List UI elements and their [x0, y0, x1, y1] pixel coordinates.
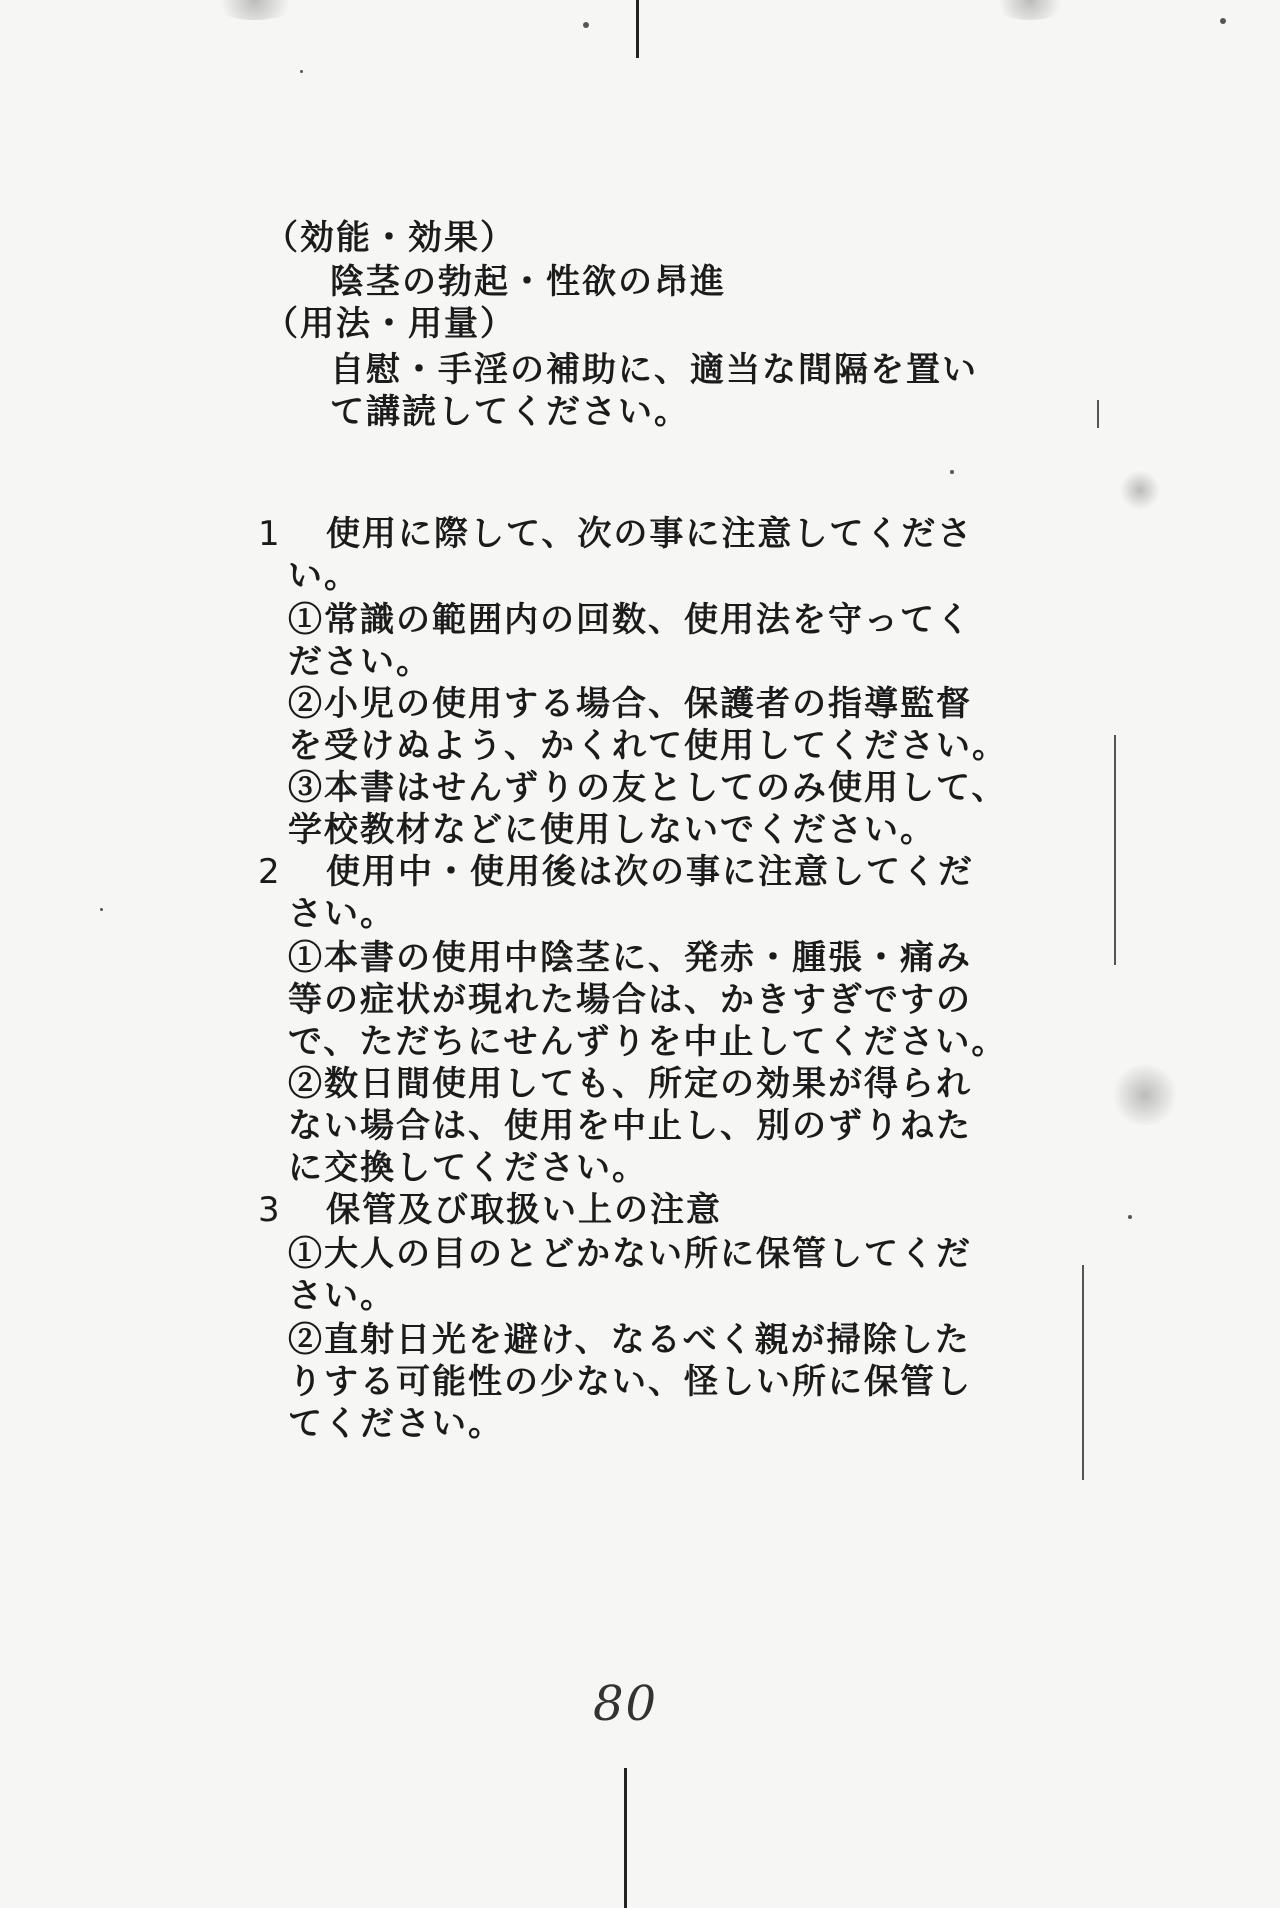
- section-3-item-2-line: てください。: [288, 1404, 504, 1444]
- right-smudge-1: [1110, 1065, 1180, 1125]
- section-1-item-1-line: ①常識の範囲内の回数、使用法を守ってく: [288, 600, 972, 640]
- page-number: 80: [593, 1676, 659, 1732]
- section-3-item-2-line: りする可能性の少ない、怪しい所に保管し: [288, 1362, 972, 1402]
- right-margin-line-small: [1097, 400, 1099, 428]
- section-3-item-1-line: さい。: [288, 1276, 396, 1316]
- bottom-binding-line: [624, 1768, 627, 1908]
- section-1-item-3-line: ③本書はせんずりの友としてのみ使用して、: [288, 768, 1008, 808]
- section-2-item-1-line: ①本書の使用中陰茎に、発赤・腫張・痛み: [288, 938, 972, 978]
- top-binding-line: [636, 0, 639, 58]
- right-margin-line-lower: [1082, 1265, 1084, 1480]
- speck: [1128, 1215, 1132, 1219]
- section-1-item-3-line: 学校教材などに使用しないでください。: [288, 810, 936, 850]
- section-1-item-1-line: ださい。: [288, 642, 432, 682]
- section-2-item-1-line: で、ただちにせんずりを中止してください。: [288, 1022, 1008, 1062]
- section-2-title-line: 使用中・使用後は次の事に注意してくだ: [326, 852, 974, 892]
- section-2-title-line: さい。: [288, 894, 396, 934]
- section-1-item-2-line: ②小児の使用する場合、保護者の指導監督: [288, 684, 972, 724]
- section-3-item-2-line: ②直射日光を避け、なるべく親が掃除した: [288, 1320, 971, 1360]
- speck: [1220, 18, 1226, 24]
- section-3-number: 3: [258, 1190, 280, 1230]
- section-1-title-line: い。: [288, 556, 360, 596]
- section-3-item-1-line: ①大人の目のとどかない所に保管してくだ: [288, 1234, 972, 1274]
- top-right-smudge: [990, 0, 1070, 20]
- section-1-item-2-line: を受けぬよう、かくれて使用してください。: [288, 726, 1008, 766]
- usage-text-line: 自慰・手淫の補助に、適当な間隔を置い: [330, 350, 978, 390]
- section-2-item-2-line: に交換してください。: [288, 1148, 648, 1188]
- right-smudge-2: [1120, 470, 1160, 510]
- speck: [950, 470, 954, 474]
- section-1-title-line: 使用に際して、次の事に注意してくださ: [326, 514, 974, 554]
- section-3-title-line: 保管及び取扱い上の注意: [326, 1190, 722, 1230]
- usage-text-line: て講読してください。: [330, 392, 690, 432]
- section-2-number: 2: [258, 852, 280, 892]
- effects-heading: （効能・効果）: [264, 218, 516, 258]
- section-2-item-2-line: ない場合は、使用を中止し、別のずりねた: [288, 1106, 972, 1146]
- speck: [100, 908, 103, 911]
- section-2-item-1-line: 等の症状が現れた場合は、かきすぎですの: [288, 980, 972, 1020]
- top-left-smudge: [210, 0, 300, 20]
- speck: [583, 22, 589, 28]
- effects-text: 陰茎の勃起・性欲の昂進: [330, 262, 726, 302]
- section-1-number: 1: [258, 514, 280, 554]
- usage-heading: （用法・用量）: [264, 304, 516, 344]
- section-2-item-2-line: ②数日間使用しても、所定の効果が得られ: [288, 1064, 972, 1104]
- right-margin-line-upper: [1114, 735, 1116, 965]
- speck: [300, 70, 303, 73]
